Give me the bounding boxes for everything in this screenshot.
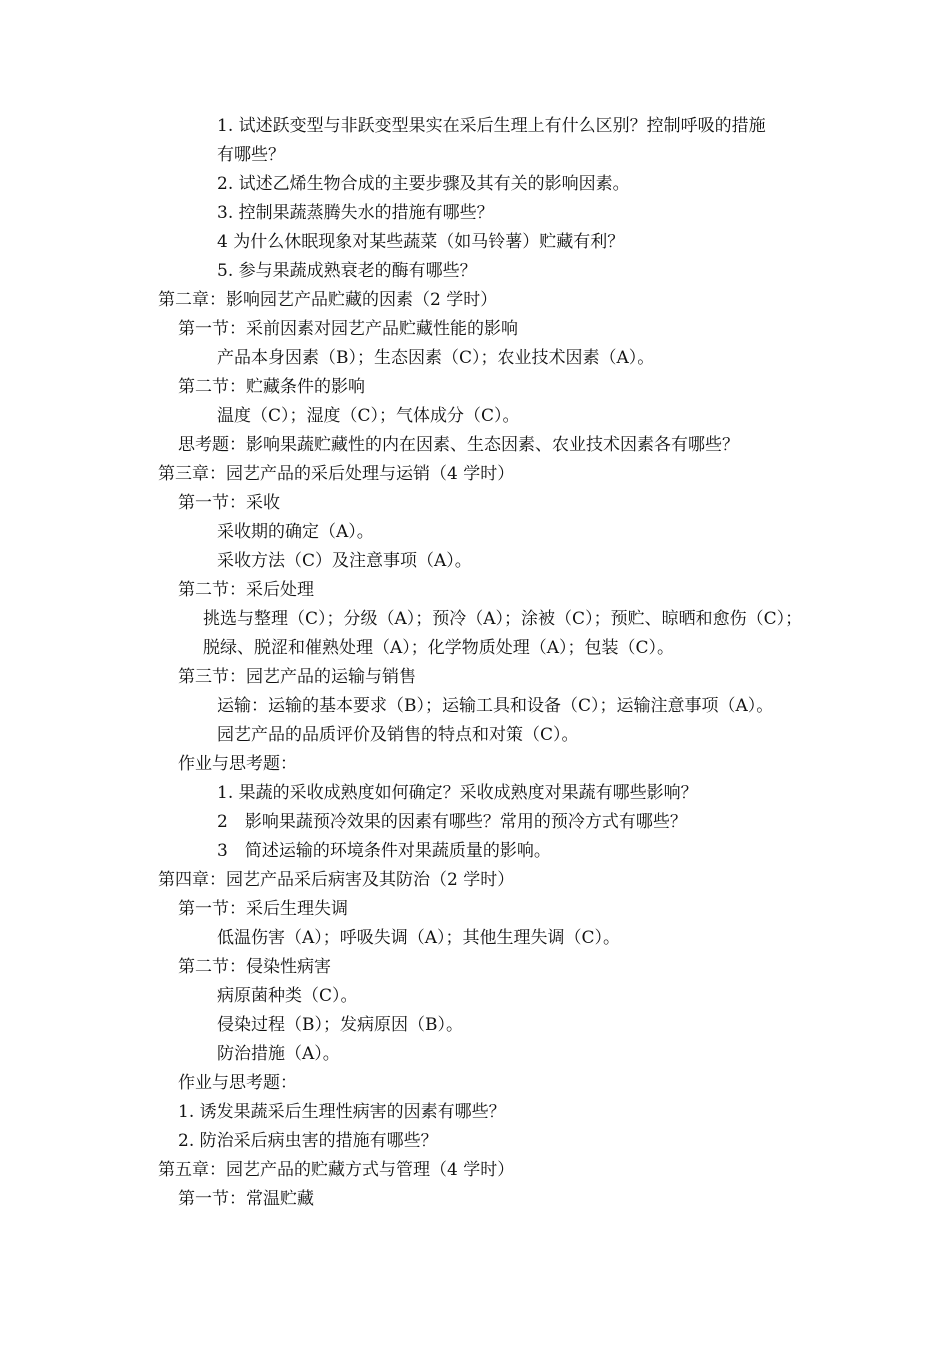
question-item: 2. 防治采后病虫害的措施有哪些？ [178, 1131, 438, 1151]
section-content: 病原菌种类（C）。 [217, 986, 358, 1006]
section-heading: 第二节：侵染性病害 [178, 957, 331, 977]
section-content: 园艺产品的品质评价及销售的特点和对策（C）。 [217, 725, 579, 745]
question-item: 2 影响果蔬预冷效果的因素有哪些？常用的预冷方式有哪些？ [217, 812, 687, 832]
section-heading: 第一节：采前因素对园艺产品贮藏性能的影响 [178, 319, 518, 339]
question-item: 1. 诱发果蔬采后生理性病害的因素有哪些？ [178, 1102, 506, 1122]
question-item: 4 为什么休眠现象对某些蔬菜（如马铃薯）贮藏有利？ [217, 232, 625, 252]
section-heading: 第三节：园艺产品的运输与销售 [178, 667, 416, 687]
section-heading: 第二节：贮藏条件的影响 [178, 377, 365, 397]
section-heading: 第二节：采后处理 [178, 580, 314, 600]
chapter-heading: 第四章：园艺产品采后病害及其防治（2 学时） [158, 870, 515, 890]
thinking-question: 思考题：影响果蔬贮藏性的内在因素、生态因素、农业技术因素各有哪些？ [178, 435, 739, 455]
section-content: 采收期的确定（A）。 [217, 522, 374, 542]
homework-heading: 作业与思考题： [178, 1073, 297, 1093]
question-item: 1. 试述跃变型与非跃变型果实在采后生理上有什么区别？控制呼吸的措施 [217, 116, 766, 136]
section-content: 低温伤害（A）；呼吸失调（A）；其他生理失调（C）。 [217, 928, 621, 948]
section-heading: 第一节：采收 [178, 493, 280, 513]
chapter-heading: 第三章：园艺产品的采后处理与运销（4 学时） [158, 464, 515, 484]
question-item: 5. 参与果蔬成熟衰老的酶有哪些？ [217, 261, 477, 281]
section-heading: 第一节：采后生理失调 [178, 899, 348, 919]
section-content: 挑选与整理（C）；分级（A）；预冷（A）；涂被（C）；预贮、晾晒和愈伤（C）； [203, 609, 803, 629]
question-item: 3. 控制果蔬蒸腾失水的措施有哪些？ [217, 203, 494, 223]
section-content: 脱绿、脱涩和催熟处理（A）；化学物质处理（A）；包装（C）。 [203, 638, 675, 658]
section-content: 产品本身因素（B）；生态因素（C）；农业技术因素（A）。 [217, 348, 655, 368]
document-body [0, 112, 952, 1214]
question-item: 1. 果蔬的采收成熟度如何确定？采收成熟度对果蔬有哪些影响？ [217, 783, 698, 803]
section-content: 采收方法（C）及注意事项（A）。 [217, 551, 472, 571]
section-content: 防治措施（A）。 [217, 1044, 340, 1064]
chapter-heading: 第五章：园艺产品的贮藏方式与管理（4 学时） [158, 1160, 515, 1180]
question-item: 3 简述运输的环境条件对果蔬质量的影响。 [217, 841, 551, 861]
question-item-continuation: 有哪些？ [217, 145, 285, 165]
homework-heading: 作业与思考题： [178, 754, 297, 774]
section-content: 侵染过程（B）；发病原因（B）。 [217, 1015, 463, 1035]
chapter-heading: 第二章：影响园艺产品贮藏的因素（2 学时） [158, 290, 498, 310]
question-item: 2. 试述乙烯生物合成的主要步骤及其有关的影响因素。 [217, 174, 630, 194]
section-content: 运输：运输的基本要求（B）；运输工具和设备（C）；运输注意事项（A）。 [217, 696, 774, 716]
section-heading: 第一节：常温贮藏 [178, 1189, 314, 1209]
section-content: 温度（C）；湿度（C）；气体成分（C）。 [217, 406, 520, 426]
